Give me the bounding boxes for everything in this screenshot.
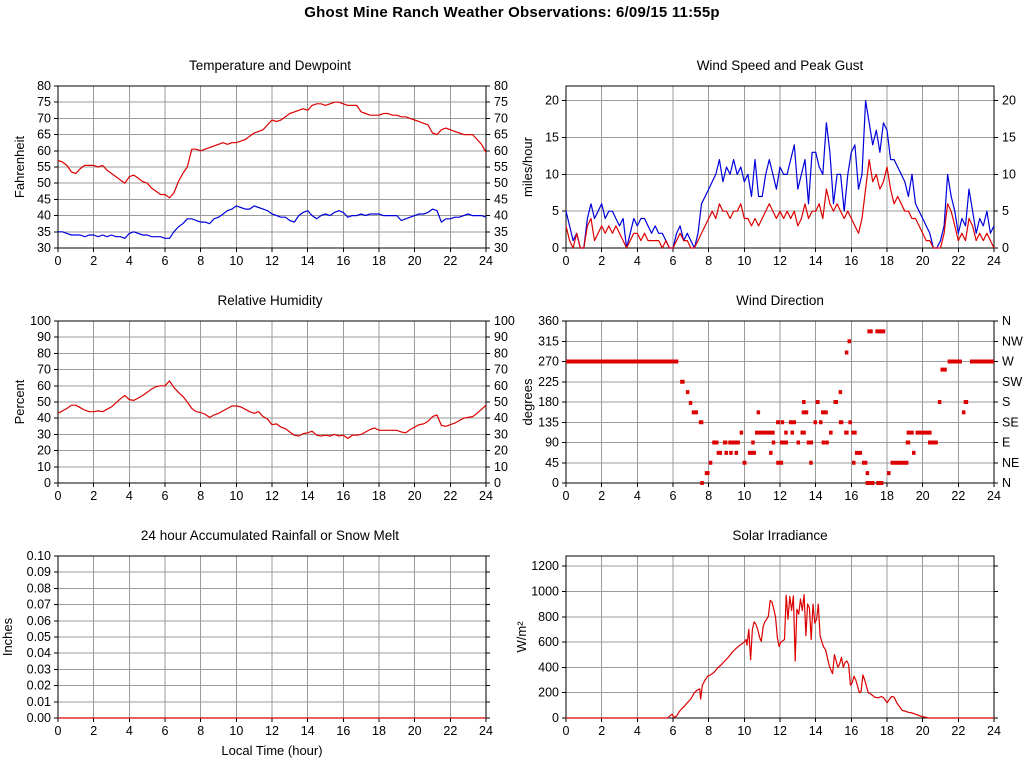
y-tick-label: 35 — [37, 224, 51, 239]
y-tick-label: 10 — [545, 167, 559, 182]
x-tick-label: 20 — [915, 489, 930, 503]
y-tick-label: 0.05 — [26, 630, 51, 644]
y-tick-label: 70 — [37, 362, 51, 377]
y-tick-label-right: 90 — [494, 330, 508, 345]
x-tick-label: 20 — [915, 724, 930, 738]
x-tick-label: 2 — [598, 254, 606, 268]
x-tick-label: 4 — [125, 489, 133, 503]
y-tick-label: 0 — [552, 241, 559, 255]
y-tick-label-right: 70 — [494, 362, 508, 377]
y-tick-label: 60 — [37, 378, 51, 393]
y-tick-label-right: 75 — [494, 95, 508, 110]
y-tick-label: 30 — [37, 241, 51, 255]
y-tick-label: 360 — [538, 314, 559, 328]
x-tick-label: 2 — [90, 254, 98, 268]
y-tick-label-right: 100 — [494, 314, 515, 328]
y-tick-label-right: NW — [1002, 334, 1023, 349]
y-tick-label: 40 — [37, 208, 51, 223]
y-tick-label: 0.07 — [26, 597, 51, 612]
y-tick-label: 225 — [538, 374, 559, 389]
y-tick-label-right: 20 — [494, 443, 508, 458]
y-tick-label-right: 40 — [494, 411, 508, 426]
panel-title-wind-direction: Wind Direction — [736, 293, 824, 308]
x-tick-label: 6 — [669, 254, 677, 268]
y-tick-label-right: 30 — [494, 427, 508, 442]
x-tick-label: 16 — [336, 489, 351, 503]
y-tick-label: 10 — [37, 459, 51, 474]
y-tick-label: 50 — [37, 176, 51, 191]
x-tick-label: 4 — [633, 724, 641, 738]
y-tick-label-right: 80 — [494, 346, 508, 361]
x-tick-label: 10 — [229, 489, 244, 503]
x-tick-label: 4 — [125, 254, 133, 268]
y-tick-label: 800 — [538, 609, 559, 624]
y-tick-label-right: 80 — [494, 79, 508, 93]
x-tick-label: 10 — [737, 254, 752, 268]
y-axis-label: Inches — [0, 617, 15, 657]
y-tick-label: 40 — [37, 411, 51, 426]
x-tick-label: 16 — [844, 489, 859, 503]
x-tick-label: 24 — [987, 254, 1001, 268]
panel-relative-humidity — [0, 290, 515, 525]
x-tick-label: 18 — [880, 254, 894, 268]
x-tick-label: 10 — [737, 724, 752, 738]
y-tick-label-right: N — [1002, 314, 1012, 328]
y-tick-label-right: SE — [1002, 415, 1019, 430]
y-tick-label: 200 — [538, 685, 559, 700]
y-tick-label: 0.02 — [26, 678, 51, 693]
y-tick-label-right: 65 — [494, 127, 508, 142]
relative-humidity-chart — [0, 290, 515, 525]
x-tick-label: 8 — [705, 254, 713, 268]
panel-title-rainfall: 24 hour Accumulated Rainfall or Snow Melt — [140, 528, 400, 543]
y-tick-label-right: 15 — [1002, 130, 1016, 145]
y-tick-label: 0.04 — [26, 646, 51, 661]
x-tick-label: 6 — [161, 489, 169, 503]
y-tick-label-right: 0 — [494, 476, 501, 490]
y-tick-label: 0 — [44, 476, 51, 490]
y-tick-label-right: 60 — [494, 143, 508, 158]
y-tick-label-right: 50 — [494, 176, 508, 191]
x-tick-label: 2 — [598, 489, 606, 503]
y-tick-label: 0.00 — [26, 711, 51, 725]
y-axis-label: miles/hour — [520, 137, 535, 197]
y-tick-label: 1200 — [531, 559, 559, 574]
x-tick-label: 16 — [844, 254, 859, 268]
y-tick-label: 30 — [37, 427, 51, 442]
y-tick-label-right: 35 — [494, 224, 508, 239]
x-tick-label: 14 — [808, 724, 823, 738]
panel-temperature-dewpoint — [0, 55, 512, 290]
x-tick-label: 18 — [880, 724, 894, 738]
y-tick-label: 270 — [538, 354, 559, 369]
panel-rainfall — [0, 525, 512, 760]
y-tick-label: 75 — [37, 95, 51, 110]
x-tick-label: 4 — [125, 724, 133, 738]
y-axis-label: degrees — [520, 378, 535, 426]
y-tick-label: 90 — [37, 330, 51, 345]
x-tick-label: 22 — [443, 254, 458, 268]
y-tick-label-right: W — [1002, 354, 1014, 369]
x-tick-label: 8 — [197, 254, 205, 268]
x-tick-label: 12 — [265, 724, 279, 738]
x-tick-label: 24 — [987, 724, 1001, 738]
y-tick-label: 180 — [538, 395, 559, 409]
x-tick-label: 8 — [705, 724, 713, 738]
x-tick-label: 18 — [372, 724, 386, 738]
y-tick-label: 315 — [538, 334, 559, 349]
y-tick-label: 65 — [37, 127, 51, 142]
y-tick-label: 55 — [37, 160, 51, 174]
x-tick-label: 4 — [633, 489, 641, 503]
y-tick-label: 60 — [37, 143, 51, 158]
y-tick-label-right: 45 — [494, 192, 508, 207]
y-tick-label: 1000 — [531, 584, 559, 599]
x-tick-label: 22 — [951, 489, 966, 503]
y-tick-label: 0.10 — [26, 549, 51, 563]
y-tick-label-right: 50 — [494, 395, 508, 409]
x-tick-label: 16 — [844, 724, 859, 738]
x-tick-label: 0 — [562, 489, 570, 503]
x-tick-label: 2 — [90, 489, 98, 503]
y-tick-label-right: N — [1002, 476, 1012, 490]
x-tick-label: 16 — [336, 254, 351, 268]
panel-wind-direction — [512, 290, 1024, 525]
x-tick-label: 8 — [197, 489, 205, 503]
x-tick-label: 0 — [562, 724, 570, 738]
x-tick-label: 0 — [54, 489, 62, 503]
panel-title-relative-humidity: Relative Humidity — [217, 293, 323, 308]
panel-title-temperature-dewpoint: Temperature and Dewpoint — [188, 58, 352, 73]
y-tick-label-right: 60 — [494, 378, 508, 393]
y-tick-label-right: 20 — [1002, 93, 1016, 108]
x-tick-label: 2 — [598, 724, 606, 738]
y-axis-label: W/m² — [514, 621, 529, 653]
y-tick-label: 20 — [37, 443, 51, 458]
x-tick-label: 8 — [705, 489, 713, 503]
y-tick-label: 400 — [538, 660, 559, 675]
x-tick-label: 22 — [443, 724, 458, 738]
y-tick-label: 0.06 — [26, 613, 51, 628]
y-tick-label: 600 — [538, 635, 559, 650]
wind-direction-chart — [512, 290, 1024, 525]
x-tick-label: 20 — [407, 724, 422, 738]
x-tick-label: 12 — [265, 489, 279, 503]
x-tick-label: 12 — [773, 724, 787, 738]
x-tick-label: 6 — [161, 254, 169, 268]
x-tick-label: 12 — [265, 254, 279, 268]
x-tick-label: 14 — [300, 254, 315, 268]
y-tick-label: 80 — [37, 346, 51, 361]
temperature-dewpoint-chart — [0, 55, 512, 290]
y-tick-label: 5 — [552, 204, 559, 219]
x-tick-label: 14 — [808, 254, 823, 268]
y-tick-label-right: 70 — [494, 111, 508, 126]
y-tick-label-right: 5 — [1002, 204, 1009, 219]
y-tick-label: 70 — [37, 111, 51, 126]
x-tick-label: 24 — [479, 724, 493, 738]
x-tick-label: 24 — [987, 489, 1001, 503]
x-tick-label: 20 — [915, 254, 930, 268]
y-tick-label: 0 — [552, 711, 559, 725]
x-tick-label: 20 — [407, 254, 422, 268]
page-title: Ghost Mine Ranch Weather Observations: 6/09/15 11:55p — [304, 4, 720, 21]
rainfall-chart — [0, 525, 512, 760]
x-tick-label: 0 — [54, 724, 62, 738]
x-tick-label: 22 — [951, 724, 966, 738]
x-tick-label: 8 — [197, 724, 205, 738]
y-tick-label-right: 55 — [494, 160, 508, 174]
y-tick-label: 15 — [545, 130, 559, 145]
x-tick-label: 12 — [773, 254, 787, 268]
x-axis-label: Local Time (hour) — [221, 743, 323, 758]
x-tick-label: 18 — [372, 254, 386, 268]
x-tick-label: 20 — [407, 489, 422, 503]
x-tick-label: 4 — [633, 254, 641, 268]
x-tick-label: 14 — [808, 489, 823, 503]
y-tick-label: 45 — [37, 192, 51, 207]
x-tick-label: 22 — [443, 489, 458, 503]
panel-wind-speed-gust — [512, 55, 1024, 290]
y-tick-label-right: 40 — [494, 208, 508, 223]
y-tick-label: 0 — [552, 476, 559, 490]
panel-solar-irradiance — [512, 525, 1024, 760]
x-tick-label: 2 — [90, 724, 98, 738]
x-tick-label: 10 — [229, 724, 244, 738]
x-tick-label: 10 — [229, 254, 244, 268]
y-tick-label: 50 — [37, 395, 51, 409]
x-tick-label: 18 — [372, 489, 386, 503]
y-tick-label-right: 0 — [1002, 241, 1009, 255]
y-tick-label-right: NE — [1002, 455, 1020, 470]
y-tick-label-right: 10 — [1002, 167, 1016, 182]
y-tick-label: 90 — [545, 435, 559, 450]
y-tick-label: 135 — [538, 415, 559, 430]
x-tick-label: 24 — [479, 254, 493, 268]
x-tick-label: 0 — [562, 254, 570, 268]
y-tick-label-right: 30 — [494, 241, 508, 255]
y-axis-label: Percent — [12, 379, 27, 425]
x-tick-label: 18 — [880, 489, 894, 503]
x-tick-label: 0 — [54, 254, 62, 268]
x-tick-label: 6 — [669, 724, 677, 738]
y-tick-label: 45 — [545, 455, 559, 470]
wind-speed-gust-chart — [512, 55, 1024, 290]
y-tick-label-right: S — [1002, 395, 1011, 409]
panel-title-wind-speed-gust: Wind Speed and Peak Gust — [696, 58, 864, 73]
y-tick-label: 80 — [37, 79, 51, 93]
y-tick-label: 20 — [545, 93, 559, 108]
y-tick-label: 0.08 — [26, 581, 51, 596]
y-tick-label: 100 — [30, 314, 51, 328]
solar-irradiance-chart — [512, 525, 1024, 760]
y-tick-label: 0.09 — [26, 565, 51, 580]
y-axis-label: Fahrenheit — [12, 135, 27, 199]
x-tick-label: 22 — [951, 254, 966, 268]
y-tick-label-right: 10 — [494, 459, 508, 474]
panel-title-solar-irradiance: Solar Irradiance — [732, 528, 828, 543]
x-tick-label: 16 — [336, 724, 351, 738]
y-tick-label: 0.03 — [26, 662, 51, 677]
x-tick-label: 12 — [773, 489, 787, 503]
x-tick-label: 6 — [161, 724, 169, 738]
y-tick-label: 0.01 — [26, 694, 51, 709]
x-tick-label: 24 — [479, 489, 493, 503]
x-tick-label: 6 — [669, 489, 677, 503]
y-tick-label-right: E — [1002, 435, 1011, 450]
y-tick-label-right: SW — [1002, 374, 1023, 389]
x-tick-label: 14 — [300, 724, 315, 738]
x-tick-label: 10 — [737, 489, 752, 503]
x-tick-label: 14 — [300, 489, 315, 503]
